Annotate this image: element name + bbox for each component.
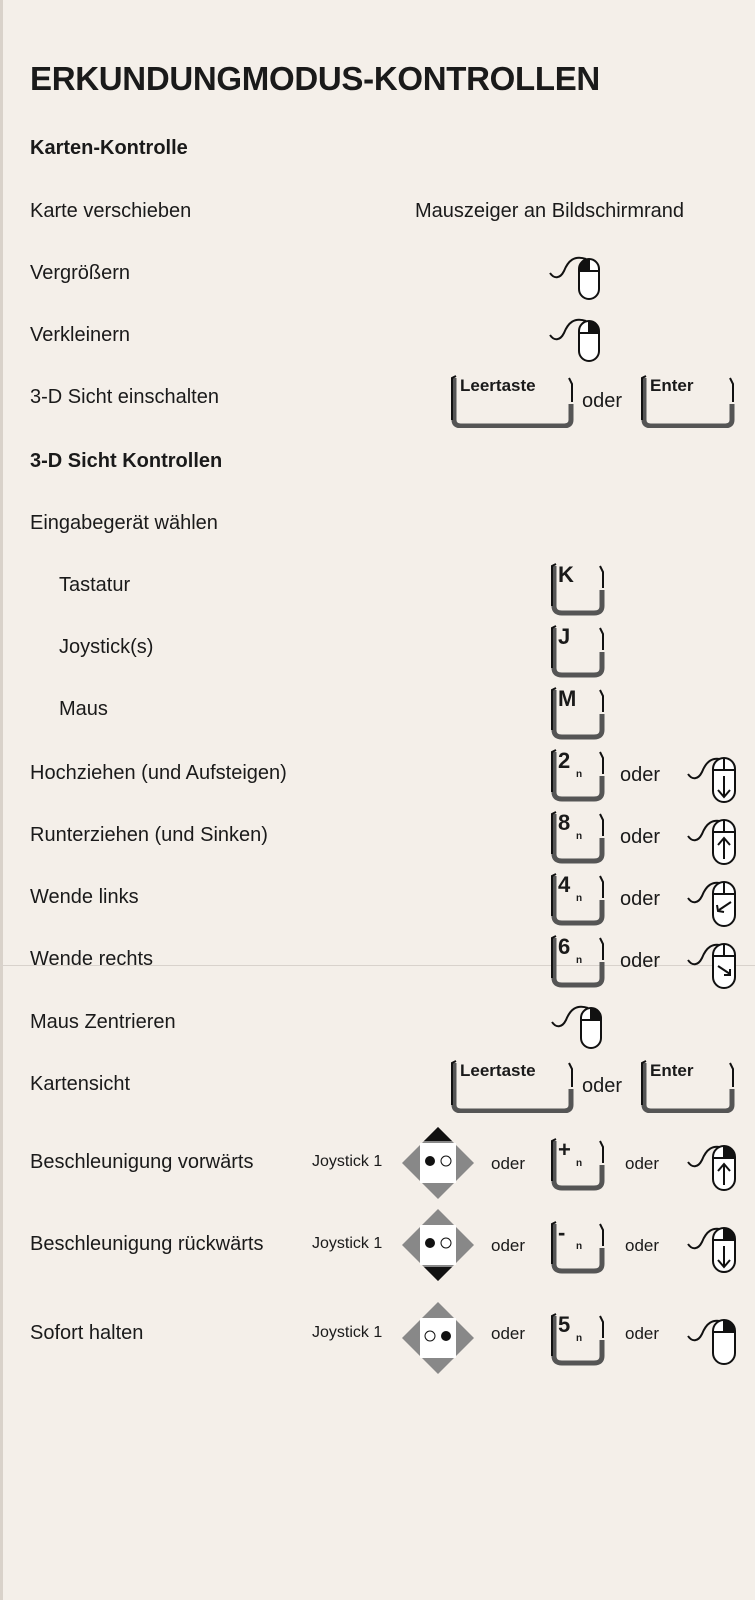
key-plus-label: + (558, 1137, 571, 1162)
joystick1-text: Joystick 1 (312, 1153, 383, 1170)
section-heading-map: Karten-Kontrolle (30, 137, 188, 159)
label-pan: Karte verschieben (30, 200, 192, 222)
key-space (450, 374, 575, 428)
joystick1-text: Joystick 1 (312, 1324, 383, 1341)
label-accel-backward: Beschleunigung rückwärts (30, 1233, 264, 1255)
numpad-subscript: n (576, 1158, 583, 1169)
mouse-left-button-icon (546, 251, 606, 303)
key-space (450, 1059, 575, 1113)
key-space-label: Leertaste (460, 1061, 536, 1080)
numpad-subscript: n (576, 955, 583, 966)
mouse-move-left-icon (684, 872, 744, 930)
page-edge (0, 0, 3, 1600)
label-input-device: Eingabegerät wählen (30, 512, 218, 534)
or-text: oder (620, 764, 661, 786)
key-num8 (550, 810, 606, 864)
section-heading-3d: 3-D Sicht Kontrollen (30, 450, 223, 472)
label-map-view: Kartensicht (30, 1073, 131, 1095)
key-plus (550, 1137, 606, 1191)
or-text: oder (620, 950, 661, 972)
key-num5 (550, 1312, 606, 1366)
key-j-label: J (558, 624, 571, 649)
numpad-subscript: n (576, 831, 583, 842)
mouse-move-up-icon (684, 810, 744, 868)
key-num2-label: 2 (558, 748, 571, 773)
key-num4-label: 4 (558, 872, 571, 897)
numpad-subscript: n (576, 769, 583, 780)
key-enter-label: Enter (650, 1061, 694, 1080)
mouse-move-up-icon (684, 1136, 744, 1194)
or-text: oder (491, 1236, 526, 1255)
key-k (550, 562, 606, 616)
key-num6 (550, 934, 606, 988)
or-text: oder (625, 1236, 660, 1255)
label-accel-forward: Beschleunigung vorwärts (30, 1151, 254, 1173)
label-center-mouse: Maus Zentrieren (30, 1011, 176, 1033)
mouse-move-down-icon (684, 748, 744, 806)
label-pull-up: Hochziehen (und Aufsteigen) (30, 762, 287, 784)
key-num4 (550, 872, 606, 926)
or-text: oder (491, 1324, 526, 1343)
key-space-label: Leertaste (460, 376, 536, 395)
numpad-subscript: n (576, 893, 583, 904)
pan-action-text: Mauszeiger an Bildschirmrand (415, 200, 685, 222)
key-m-label: M (558, 686, 577, 711)
mouse-move-down-icon (684, 1218, 744, 1276)
joystick-direction-icon (400, 1125, 476, 1206)
label-turn-left: Wende links (30, 886, 139, 908)
key-m (550, 686, 606, 740)
key-j (550, 624, 606, 678)
or-text: oder (620, 826, 661, 848)
label-zoom-in: Vergrößern (30, 262, 131, 284)
joystick-direction-icon (400, 1300, 476, 1381)
label-zoom-out: Verkleinern (30, 324, 131, 346)
joystick-direction-icon (400, 1207, 476, 1288)
label-pull-down: Runterziehen (und Sinken) (30, 824, 268, 846)
or-text: oder (491, 1154, 526, 1173)
numpad-subscript: n (576, 1333, 583, 1344)
mouse-right-button-icon (684, 1310, 744, 1368)
key-num6-label: 6 (558, 934, 571, 959)
key-minus (550, 1220, 606, 1274)
key-enter-label: Enter (650, 376, 694, 395)
page-title: ERKUNDUNGMODUS-KONTROLLEN (30, 60, 600, 97)
mouse-right-button-icon (546, 313, 606, 365)
label-enable-3d: 3-D Sicht einschalten (30, 386, 219, 408)
or-text: oder (620, 888, 661, 910)
numpad-subscript: n (576, 1241, 583, 1252)
key-enter (640, 1059, 736, 1113)
label-stop: Sofort halten (30, 1322, 144, 1344)
or-text: oder (625, 1154, 660, 1173)
mouse-move-right-icon (684, 934, 744, 992)
label-joystick: Joystick(s) (59, 636, 154, 658)
key-minus-label: - (558, 1220, 566, 1245)
joystick1-text: Joystick 1 (312, 1235, 383, 1252)
or-text: oder (625, 1324, 660, 1343)
mouse-right-button-icon (548, 1000, 608, 1052)
label-keyboard: Tastatur (59, 574, 131, 596)
key-num2 (550, 748, 606, 802)
label-turn-right: Wende rechts (30, 948, 154, 970)
key-num5-label: 5 (558, 1312, 571, 1337)
key-num8-label: 8 (558, 810, 571, 835)
key-k-label: K (558, 562, 574, 587)
or-text: oder (582, 390, 623, 412)
key-enter (640, 374, 736, 428)
label-mouse: Maus (59, 698, 108, 720)
or-text: oder (582, 1075, 623, 1097)
